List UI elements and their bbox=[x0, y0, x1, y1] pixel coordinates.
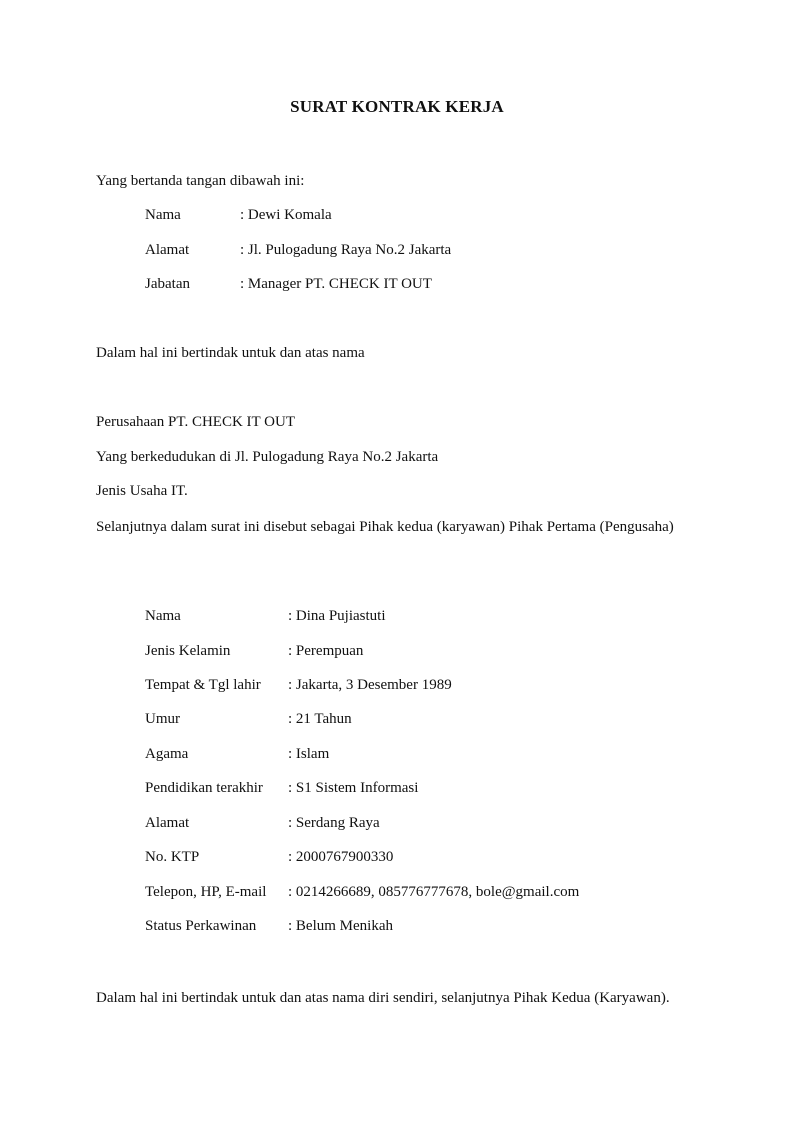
field-value: : Perempuan bbox=[288, 643, 364, 659]
second-party-row-marital-status bbox=[145, 918, 393, 935]
field-value: : 0214266689, 085776777678, bole@gmail.com bbox=[288, 884, 580, 900]
second-party-row-name bbox=[145, 608, 386, 625]
field-value: : Jakarta, 3 Desember 1989 bbox=[288, 677, 452, 693]
closing-paragraph: Dalam hal ini bertindak untuk dan atas nama diri sendiri, selanjutnya Pihak Kedua (Karyawan). bbox=[96, 990, 670, 1006]
field-label: Alamat bbox=[145, 815, 190, 831]
field-value: : S1 Sistem Informasi bbox=[288, 780, 419, 796]
second-party-row-birth bbox=[145, 677, 452, 694]
field-label: Telepon, HP, E-mail bbox=[145, 884, 267, 900]
field-label: Nama bbox=[145, 608, 181, 624]
first-party-row-address bbox=[145, 242, 452, 259]
field-value: : 21 Tahun bbox=[288, 711, 352, 727]
business-type-text: Jenis Usaha IT. bbox=[96, 483, 188, 499]
first-party-row-name bbox=[145, 207, 332, 224]
field-value: : Serdang Raya bbox=[288, 815, 380, 831]
document-title: SURAT KONTRAK KERJA bbox=[290, 97, 504, 116]
second-party-row-gender bbox=[145, 643, 364, 660]
field-label: Umur bbox=[145, 711, 180, 727]
field-label: Tempat & Tgl lahir bbox=[145, 677, 261, 693]
company-address-text: Yang berkedudukan di Jl. Pulogadung Raya No.2 Jakarta bbox=[96, 449, 439, 465]
second-party-row-religion bbox=[145, 746, 330, 763]
second-party-row-address bbox=[145, 815, 380, 832]
company-name-text: Perusahaan PT. CHECK IT OUT bbox=[96, 414, 295, 430]
field-label: Alamat bbox=[145, 242, 190, 258]
second-party-row-age bbox=[145, 711, 352, 728]
field-label: Pendidikan terakhir bbox=[145, 780, 263, 796]
acting-on-behalf-text: Dalam hal ini bertindak untuk dan atas nama bbox=[96, 345, 365, 361]
field-value: : Islam bbox=[288, 746, 330, 762]
second-party-row-ktp bbox=[145, 849, 394, 866]
field-value: : Belum Menikah bbox=[288, 918, 393, 934]
field-value: : 2000767900330 bbox=[288, 849, 394, 865]
field-label: Nama bbox=[145, 207, 181, 223]
field-value: : Jl. Pulogadung Raya No.2 Jakarta bbox=[240, 242, 452, 258]
field-value: : Dewi Komala bbox=[240, 207, 332, 223]
second-party-row-education bbox=[145, 780, 419, 797]
field-label: No. KTP bbox=[145, 849, 200, 865]
first-party-row-position bbox=[145, 276, 432, 293]
field-label: Jenis Kelamin bbox=[145, 643, 231, 659]
second-party-row-contact bbox=[145, 884, 580, 901]
designation-paragraph: Selanjutnya dalam surat ini disebut sebagai Pihak kedua (karyawan) Pihak Pertama (Pengusaha) bbox=[96, 519, 674, 535]
field-value: : Manager PT. CHECK IT OUT bbox=[240, 276, 432, 292]
field-label: Status Perkawinan bbox=[145, 918, 257, 934]
intro-text: Yang bertanda tangan dibawah ini: bbox=[96, 173, 305, 189]
field-label: Jabatan bbox=[145, 276, 190, 292]
field-value: : Dina Pujiastuti bbox=[288, 608, 386, 624]
field-label: Agama bbox=[145, 746, 189, 762]
